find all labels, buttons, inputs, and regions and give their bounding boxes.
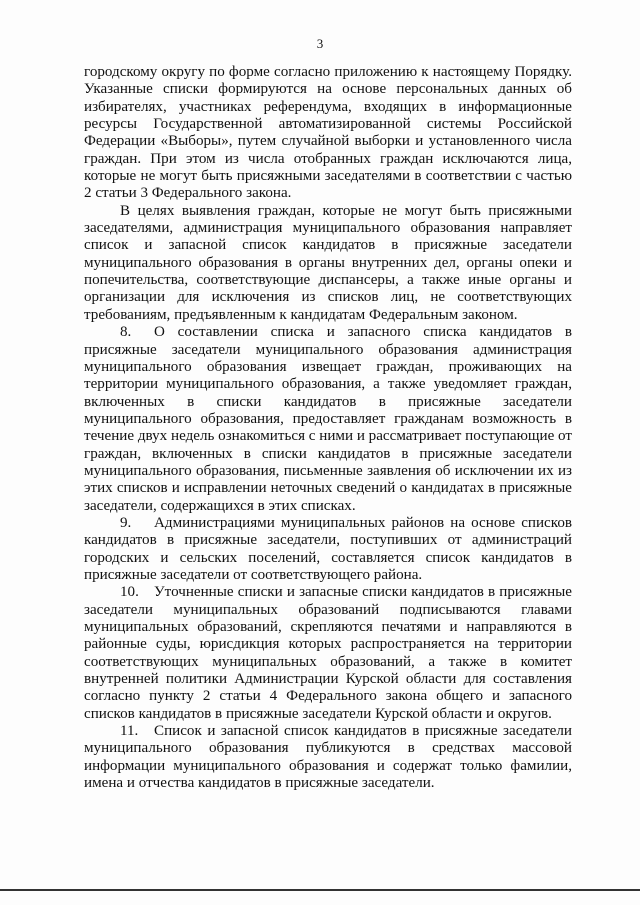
paragraph-11: [84, 723, 572, 792]
paragraph-text: В целях выявления граждан, которые не могут быть присяжными заседателями, администрация муниципального образования направляет список и запасной список кандидатов в присяжные заседатели муниципального образования в органы внутренних дел, органы опеки и попечительства, соответствующие диспансеры, а также иные органы и организации для исключения из списков лиц, не соответствующих требованиям, предъявленным к кандидатам Федеральным законом.: [84, 202, 572, 323]
paragraph-number: 8.: [120, 324, 132, 341]
paragraph-continued: [84, 64, 572, 203]
paragraph-text: Уточненные списки и запасные списки кандидатов в присяжные заседатели муниципальных образований подписываются главами муниципальных образований, скрепляются печатями и направляются в районные суды, юрисдикция которых распространяется на территории соответствующих муниципальных образований, а также в комитет внутренней политики Администрации Курской области для составления согласно пункту 2 статьи 4 Федерального закона общего и запасного списков кандидатов в присяжные заседатели Курской области и округов.: [84, 584, 572, 722]
paragraph-exclusion: [84, 203, 572, 324]
paragraph-text: О составлении списка и запасного списка кандидатов в присяжные заседатели муниципального образования администрация муниципального образования извещает граждан, проживающих на территории муниципального образования, а также уведомляет граждан, включенных в списки кандидатов в присяжные заседатели муниципального образования, предоставляет гражданам возможность в течение двух недель ознакомиться с ними и рассматривает поступающие от граждан, включенных в списки кандидатов в присяжные заседатели муниципального образования, письменные заявления об исключении их из этих списков и исправлении неточных сведений о кандидатах в присяжные заседатели, содержащихся в этих списках.: [84, 324, 572, 514]
bottom-border-line: [0, 889, 640, 891]
page-number: 3: [316, 36, 324, 51]
paragraph-number: 10.: [120, 584, 139, 601]
paragraph-number: 9.: [120, 514, 132, 531]
paragraph-text: Список и запасной список кандидатов в присяжные заседатели муниципального образования публикуются в средствах массовой информации муниципального образования и содержат только фамилии, имена и отчества кандидатов в присяжные заседатели.: [84, 723, 572, 792]
paragraph-number: 11.: [120, 723, 139, 740]
document-body: [84, 64, 572, 792]
paragraph-text: городскому округу по форме согласно приложению к настоящему Порядку. Указанные списки формируются на основе персональных данных об избирателях, участниках референдума, входящих в информационные ресурсы Государственной автоматизированной системы Российской Федерации «Выборы», путем случайной выборки и установленного числа граждан. При этом из числа отобранных граждан исключаются лица, которые не могут быть присяжными заседателями в соответствии с частью 2 статьи 3 Федерального закона.: [84, 64, 572, 202]
paragraph-9: [84, 515, 572, 584]
paragraph-text: Администрациями муниципальных районов на основе списков кандидатов в присяжные заседатели, поступивших от администраций городских и сельских поселений, составляется список кандидатов в присяжные заседатели от соответствующего района.: [84, 514, 572, 583]
paragraph-8: [84, 324, 572, 515]
paragraph-10: [84, 584, 572, 723]
